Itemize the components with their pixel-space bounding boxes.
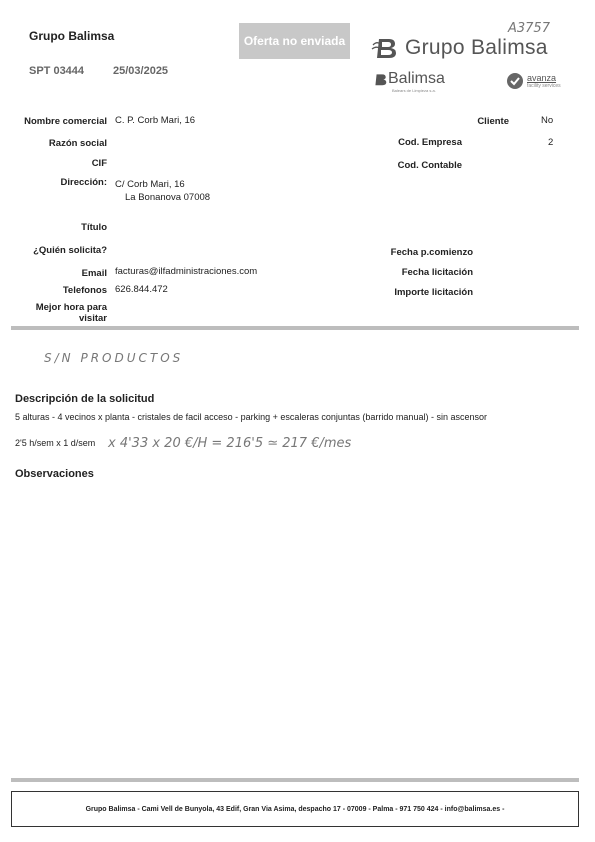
value-direccion-line1: C/ Corb Mari, 16 (115, 179, 185, 190)
label-mejor-hora-line2: visitar (79, 313, 107, 324)
label-email: Email (81, 268, 107, 279)
logo-main-text: Grupo Balimsa (405, 36, 548, 59)
handwritten-reference: A3757 (508, 21, 550, 36)
footer-divider (11, 778, 579, 782)
label-cif: CIF (91, 158, 107, 169)
avanza-text: avanza (527, 73, 557, 83)
descripcion-text: 5 alturas - 4 vecinos x planta - cristales de facil acceso - parking + escaleras conjuntas (barrido manual) - sin ascensor (15, 412, 487, 422)
value-nombre-comercial: C. P. Corb Mari, 16 (115, 115, 196, 126)
avanza-logo (506, 72, 561, 90)
label-titulo: Título (81, 222, 107, 233)
label-direccion: Dirección: (60, 177, 107, 188)
label-cod-contable: Cod. Contable (397, 160, 462, 171)
label-fecha-licitacion: Fecha licitación (401, 267, 473, 278)
handwritten-note: S/N PRODUCTOS (44, 351, 184, 365)
label-mejor-hora-line1: Mejor hora para (35, 302, 107, 313)
avanza-check-icon (506, 72, 524, 90)
label-telefonos: Telefonos (62, 285, 107, 296)
label-quien-solicita: ¿Quién solicita? (33, 245, 107, 256)
company-name: Grupo Balimsa (29, 29, 115, 43)
label-cod-empresa: Cod. Empresa (398, 137, 462, 148)
label-cliente: Cliente (477, 116, 509, 127)
label-importe-licitacion: Importe licitación (394, 287, 473, 298)
descripcion-title: Descripción de la solicitud (15, 393, 155, 405)
balimsa-small-b-icon (372, 72, 388, 87)
handwritten-calculation: x 4'33 x 20 €/H = 216'5 ≃ 217 €/mes (108, 436, 352, 451)
section-divider (11, 326, 579, 330)
value-email: facturas@ilfadministraciones.com (115, 266, 258, 277)
balimsa-b-icon (371, 36, 399, 60)
value-telefonos: 626.844.472 (115, 284, 168, 295)
logo-secondary-text: Balimsa (388, 70, 445, 87)
logo-secondary-subtitle: Balears de Limpieza s.a. (392, 88, 436, 93)
value-cod-empresa: 2 (548, 137, 554, 148)
label-fecha-comienzo: Fecha p.comienzo (390, 247, 473, 258)
footer-address: Grupo Balimsa - Cami Vell de Bunyola, 43 Edif, Gran Via Asima, despacho 17 - 07009 - Palma - 971 750 424 - info@balimsa.es - (11, 791, 579, 827)
label-razon-social: Razón social (48, 138, 107, 149)
descripcion-hours: 2'5 h/sem x 1 d/sem (15, 438, 96, 448)
grupo-balimsa-logo (371, 36, 548, 60)
observaciones-title: Observaciones (15, 468, 94, 480)
balimsa-logo (372, 70, 445, 93)
value-cliente: No (541, 115, 554, 126)
label-nombre-comercial: Nombre comercial (24, 116, 107, 127)
value-direccion-line2: La Bonanova 07008 (125, 192, 211, 203)
request-date: 25/03/2025 (113, 65, 169, 77)
status-badge: Oferta no enviada (239, 23, 350, 59)
avanza-subtitle: facility services (527, 83, 561, 89)
spt-number: SPT 03444 (29, 65, 85, 77)
